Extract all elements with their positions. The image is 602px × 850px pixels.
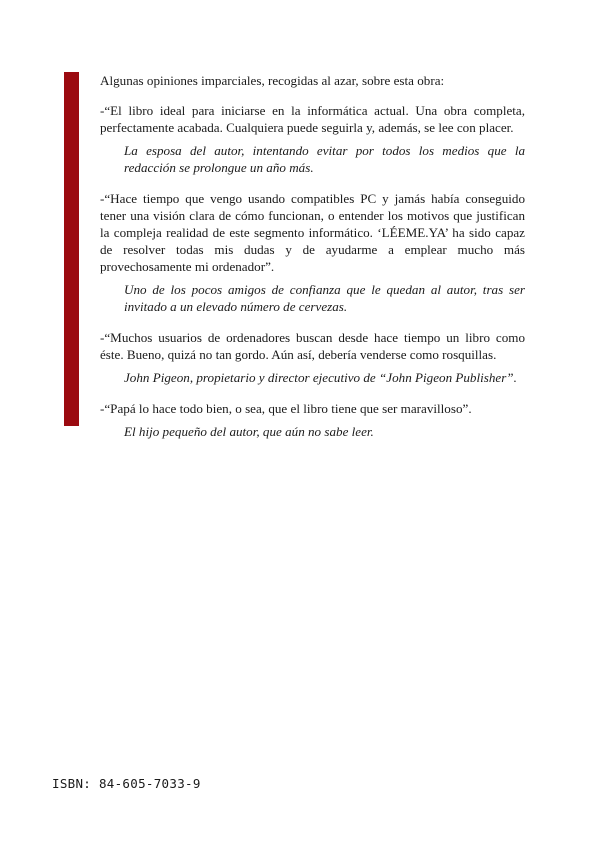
- opinion-2: [100, 190, 525, 315]
- opinion-attribution: Uno de los pocos amigos de confianza que le quedan al autor, tras ser invitado a un elevado número de cervezas.: [124, 282, 525, 314]
- isbn-number: ISBN: 84-605-7033-9: [52, 776, 201, 791]
- opinion-1: [100, 102, 525, 176]
- opinion-quote: -“Muchos usuarios de ordenadores buscan desde hace tiempo un libro como éste. Bueno, quizá no tan gordo. Aún así, debería venderse como rosquillas.: [100, 330, 525, 362]
- intro-text: Algunas opiniones imparciales, recogidas al azar, sobre esta obra:: [100, 73, 445, 88]
- opinion-attribution: John Pigeon, propietario y director ejecutivo de “John Pigeon Publisher”.: [124, 370, 517, 385]
- opinion-quote: -“Hace tiempo que vengo usando compatibles PC y jamás había conseguido tener una visión clara de cómo funcionan, o entender los motivos que justifican la compleja realidad de este segmento informático. ‘LÉEME.YA’ ha sido capaz de resolver todas mis dudas y de ayudarme a emplear mucho más provechosamente mi ordenador”.: [100, 191, 525, 274]
- opinion-3: [100, 329, 525, 386]
- opinion-quote: -“Papá lo hace todo bien, o sea, que el libro tiene que ser maravilloso”.: [100, 401, 472, 416]
- opinion-quote: -“El libro ideal para iniciarse en la informática actual. Una obra completa, perfectamente acabada. Cualquiera puede seguirla y, además, se lee con placer.: [100, 103, 525, 135]
- opinion-attribution: La esposa del autor, intentando evitar por todos los medios que la redacción se prolongue un año más.: [124, 143, 525, 175]
- opinion-4: [100, 400, 525, 440]
- accent-bar: [64, 72, 79, 426]
- opinions-section: [100, 72, 525, 454]
- opinion-attribution: El hijo pequeño del autor, que aún no sabe leer.: [124, 424, 374, 439]
